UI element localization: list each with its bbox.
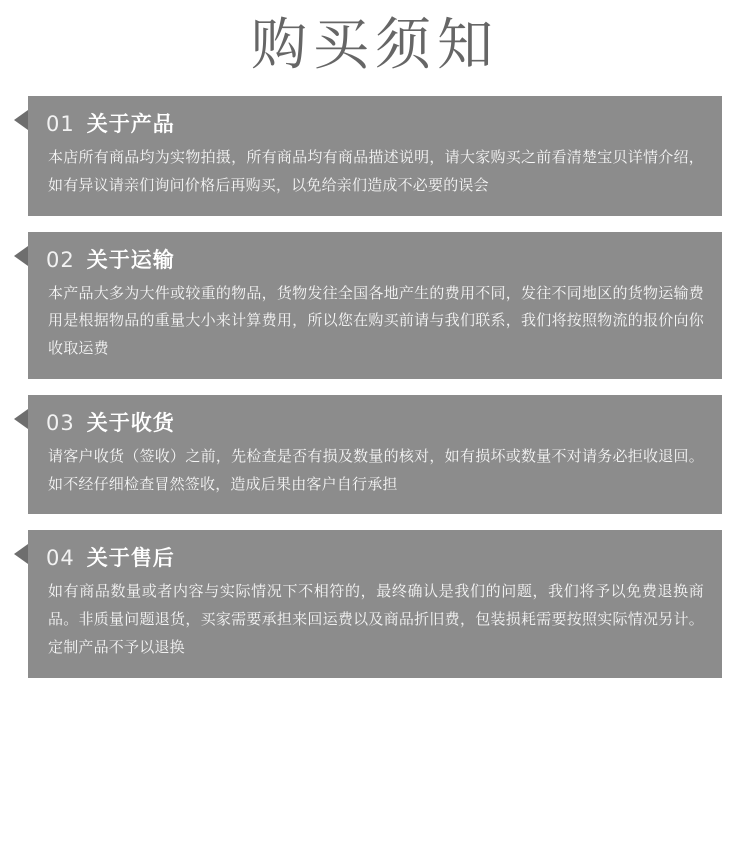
section-card: [28, 530, 722, 677]
section-number: 03: [46, 410, 75, 435]
sections-list: [0, 96, 750, 678]
page-title: 购买须知: [251, 13, 499, 78]
section-header: [46, 108, 704, 138]
section-title: 关于运输: [86, 247, 175, 272]
section-title: 关于产品: [86, 112, 175, 136]
section-card: [28, 232, 722, 379]
section-body: 本产品大多为大件或较重的物品，货物发往全国各地产生的费用不同，发往不同地区的货物运输费用是根据物品的重量大小来计算费用，所以您在购买前请与我们联系，我们将按照物流的报价向你收取运费: [48, 283, 704, 357]
section-body: 请客户收货（签收）之前，先检查是否有损及数量的核对，如有损坏或数量不对请务必拒收退回。如不经仔细检查冒然签收，造成后果由客户自行承担: [48, 446, 704, 493]
section-body: 如有商品数量或者内容与实际情况下不相符的，最终确认是我们的问题，我们将予以免费退换商品。非质量问题退货，买家需要承担来回运费以及商品折旧费，包装损耗需要按照实际情况另计。定制产品不予以退换: [48, 582, 704, 656]
section-number: 04: [46, 546, 75, 571]
section-number: 01: [46, 112, 75, 136]
section-header: [46, 407, 704, 437]
section-card: [28, 395, 722, 515]
section-card: [28, 96, 722, 216]
section-header: [46, 244, 704, 274]
section-number: 02: [46, 247, 75, 272]
section-header: [46, 542, 704, 572]
section-title: 关于售后: [86, 546, 175, 571]
section-body: 本店所有商品均为实物拍摄，所有商品均有商品描述说明，请大家购买之前看清楚宝贝详情介绍，如有异议请亲们询问价格后再购买，以免给亲们造成不必要的误会: [48, 148, 704, 194]
section-title: 关于收货: [86, 410, 175, 435]
